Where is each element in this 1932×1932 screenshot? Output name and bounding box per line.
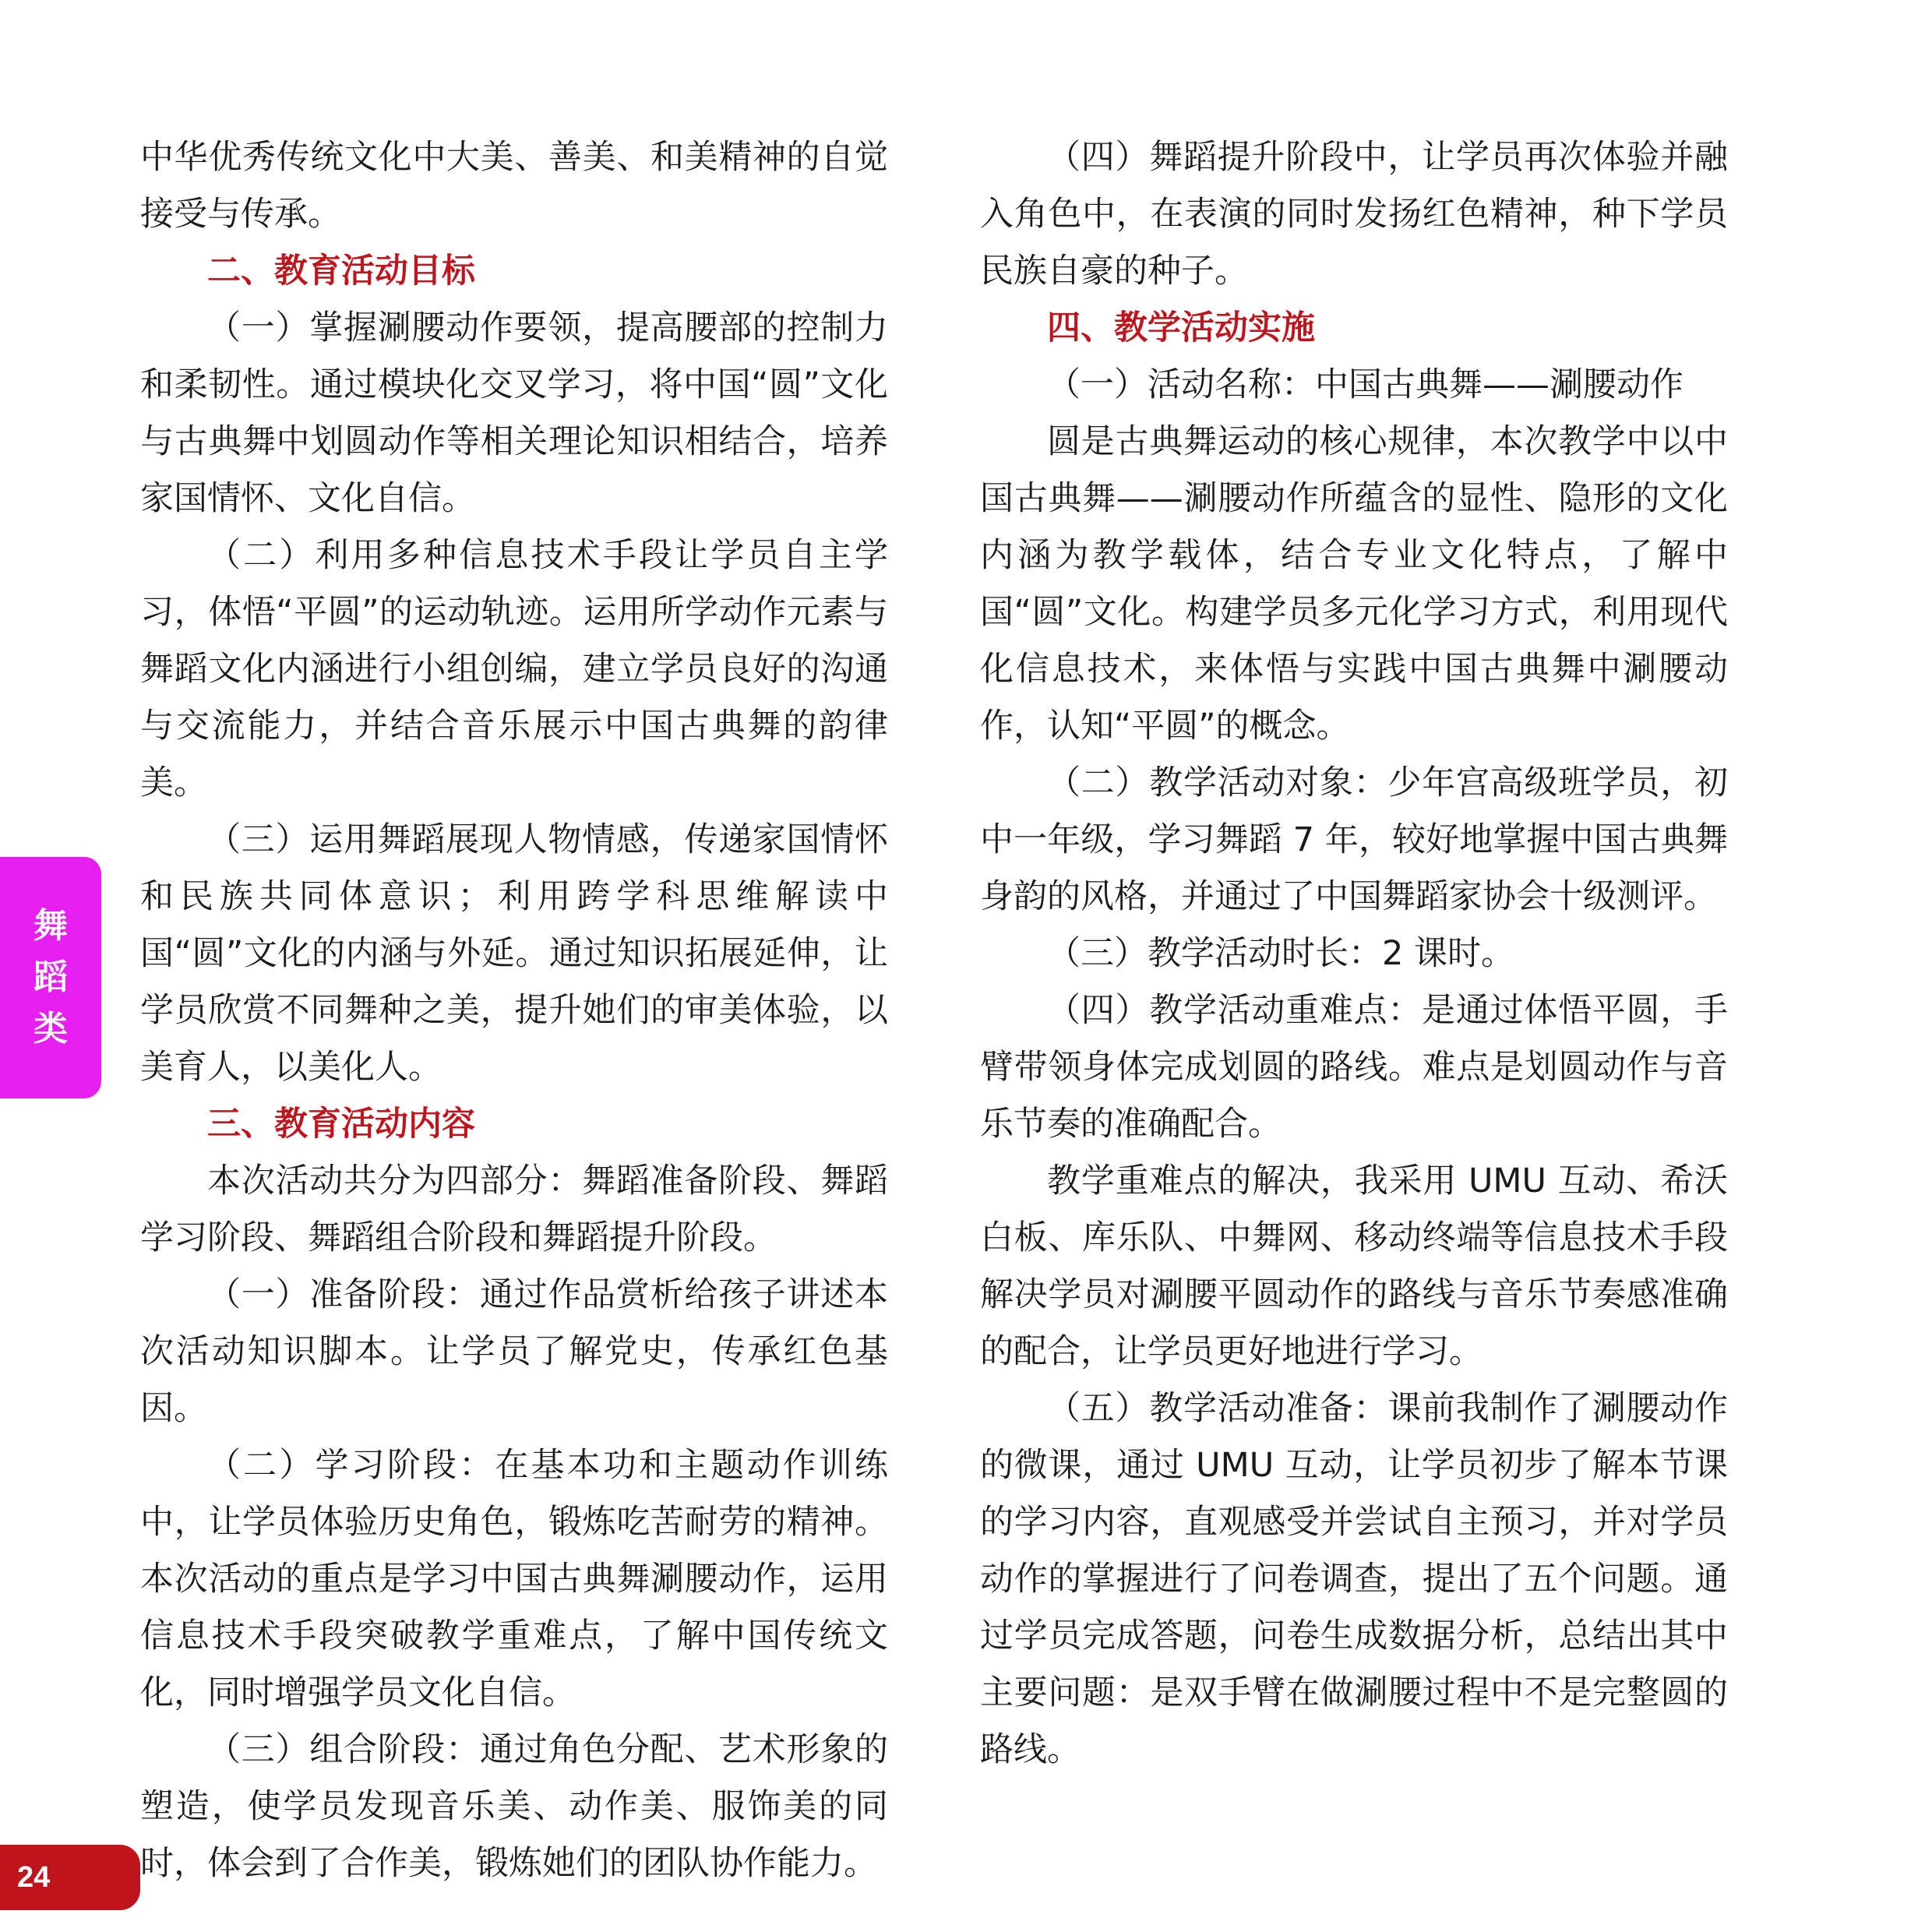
section-heading-content: 三、教育活动内容 <box>207 1105 475 1144</box>
side-tab-char: 类 <box>33 1009 68 1049</box>
page-number: 24 <box>17 1860 51 1894</box>
paragraph: 教学重难点的解决，我采用 UMU 互动、希沃白板、库乐队、中舞网、移动终端等信息技术手段解决学员对涮腰平圆动作的路线与音乐节奏感准确的配合，让学员更好地进行学习。 <box>980 1162 1728 1371</box>
paragraph: （二）学习阶段：在基本功和主题动作训练中，让学员体验历史角色，锻炼吃苦耐劳的精神。本次活动的重点是学习中国古典舞涮腰动作，运用信息技术手段突破教学重难点，了解中国传统文化，同时增强学员文化自信。 <box>140 1446 888 1712</box>
paragraph: （三）组合阶段：通过角色分配、艺术形象的塑造，使学员发现音乐美、动作美、服饰美的同时，体会到了合作美，锻炼她们的团队协作能力。 <box>140 1730 888 1883</box>
side-tab-char: 蹈 <box>33 957 68 997</box>
paragraph: （三）运用舞蹈展现人物情感，传递家国情怀和民族共同体意识；利用跨学科思维解读中国“圆”文化的内涵与外延。通过知识拓展延伸，让学员欣赏不同舞种之美，提升她们的审美体验，以美育人，以美化人。 <box>140 820 888 1087</box>
paragraph: 中华优秀传统文化中大美、善美、和美精神的自觉接受与传承。 <box>140 138 888 234</box>
side-tab-char: 舞 <box>33 906 68 946</box>
paragraph: （三）教学活动时长：2 课时。 <box>1047 934 1515 973</box>
section-heading-goals: 二、教育活动目标 <box>207 252 475 291</box>
paragraph: （一）准备阶段：通过作品赏析给孩子讲述本次活动知识脚本。让学员了解党史，传承红色基因。 <box>140 1275 888 1428</box>
paragraph: （一）掌握涮腰动作要领，提高腰部的控制力和柔韧性。通过模块化交叉学习，将中国“圆”文化与古典舞中划圆动作等相关理论知识相结合，培养家国情怀、文化自信。 <box>140 308 888 518</box>
right-column <box>980 129 1728 1779</box>
paragraph: （四）教学活动重难点：是通过体悟平圆，手臂带领身体完成划圆的路线。难点是划圆动作与音乐节奏的准确配合。 <box>980 991 1728 1144</box>
paragraph: 圆是古典舞运动的核心规律，本次教学中以中国古典舞——涮腰动作所蕴含的显性、隐形的文化内涵为教学载体，结合专业文化特点，了解中国“圆”文化。构建学员多元化学习方式，利用现代化信息技术，来体悟与实践中国古典舞中涮腰动作，认知“平圆”的概念。 <box>980 422 1728 746</box>
paragraph: （四）舞蹈提升阶段中，让学员再次体验并融入角色中，在表演的同时发扬红色精神，种下学员民族自豪的种子。 <box>980 138 1728 291</box>
paragraph: （五）教学活动准备：课前我制作了涮腰动作的微课，通过 UMU 互动，让学员初步了解本节课的学习内容，直观感受并尝试自主预习，并对学员动作的掌握进行了问卷调查，提出了五个问题。通过学员完成答题，问卷生成数据分析，总结出其中主要问题：是双手臂在做涮腰过程中不是完整圆的路线。 <box>980 1389 1728 1769</box>
left-column <box>140 129 888 1892</box>
page-number-badge <box>0 1845 140 1910</box>
paragraph: （二）教学活动对象：少年宫高级班学员，初中一年级，学习舞蹈 7 年，较好地掌握中国古典舞身韵的风格，并通过了中国舞蹈家协会十级测评。 <box>980 763 1728 916</box>
paragraph: （二）利用多种信息技术手段让学员自主学习，体悟“平圆”的运动轨迹。运用所学动作元素与舞蹈文化内涵进行小组创编，建立学员良好的沟通与交流能力，并结合音乐展示中国古典舞的韵律美。 <box>140 536 888 802</box>
section-heading-implementation: 四、教学活动实施 <box>1047 308 1315 347</box>
category-side-tab <box>0 857 101 1098</box>
paragraph: 本次活动共分为四部分：舞蹈准备阶段、舞蹈学习阶段、舞蹈组合阶段和舞蹈提升阶段。 <box>140 1162 888 1257</box>
paragraph: （一）活动名称：中国古典舞——涮腰动作 <box>1047 365 1683 404</box>
